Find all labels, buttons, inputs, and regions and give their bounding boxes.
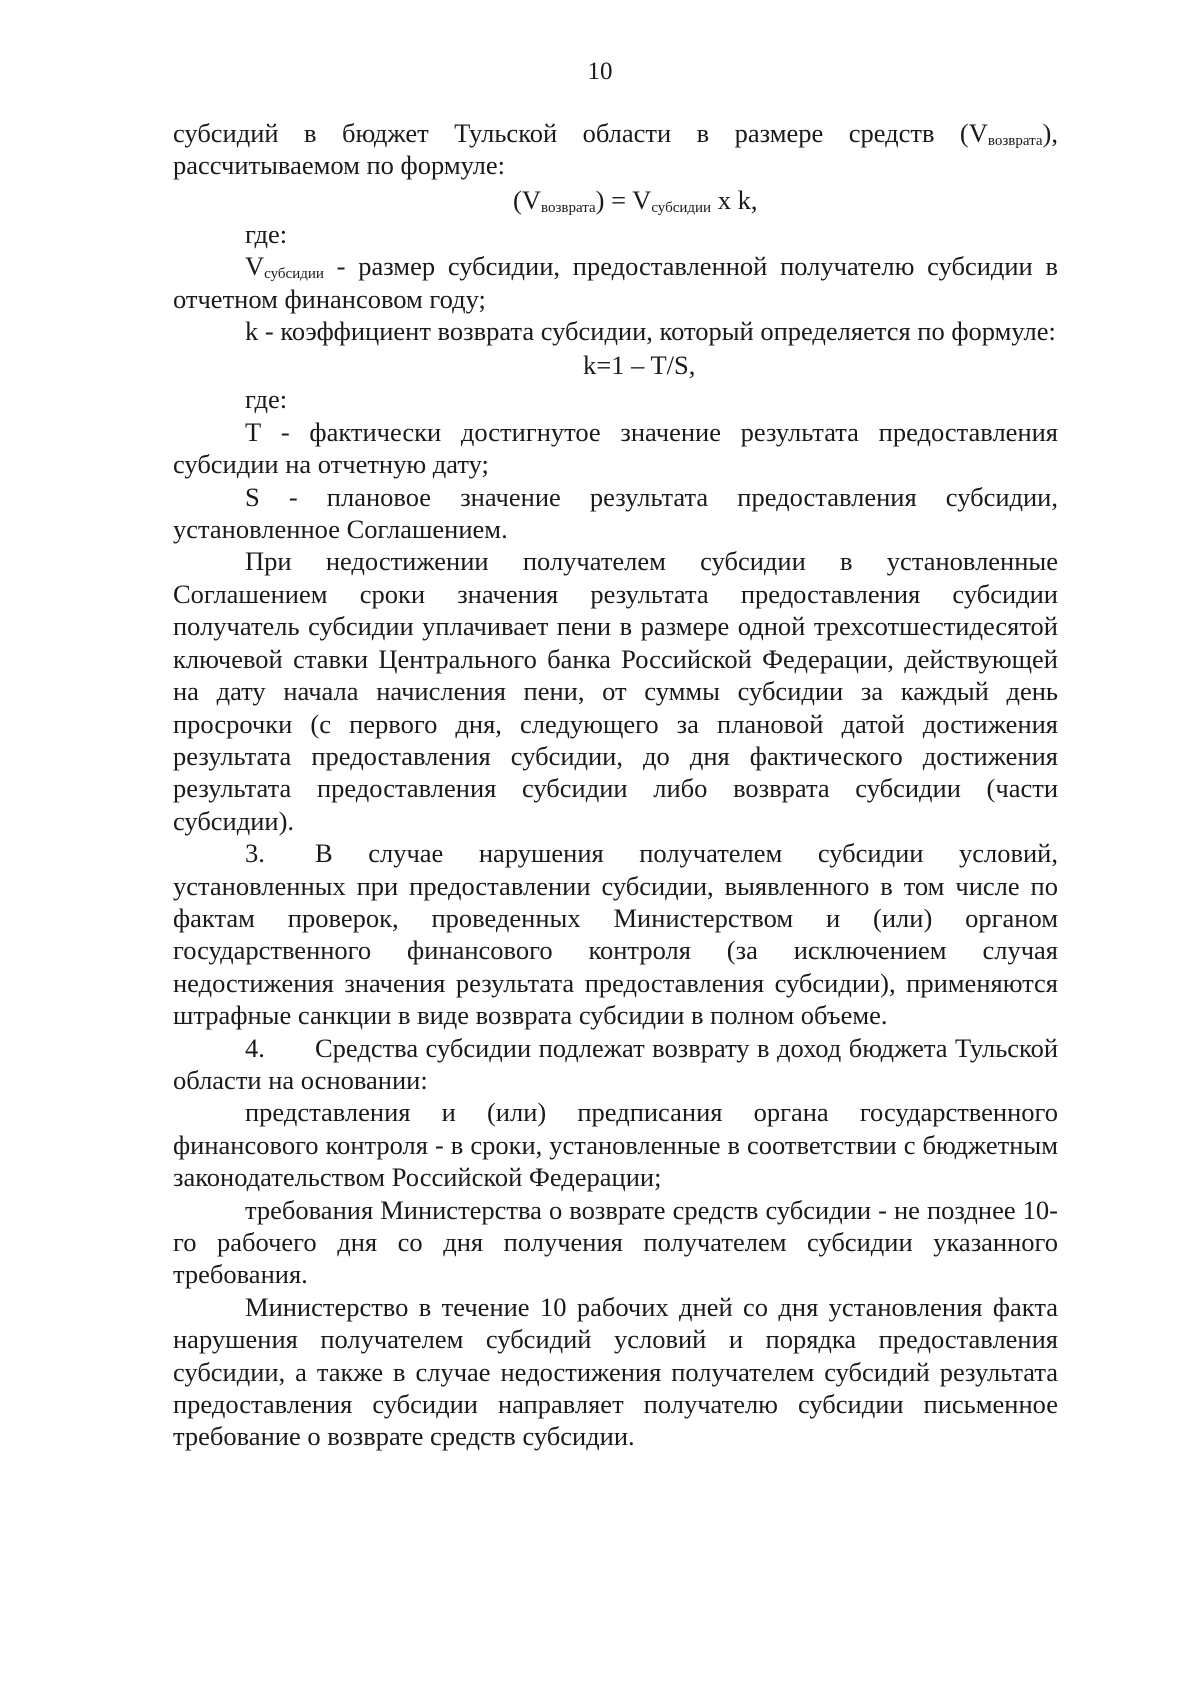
text-return-amount-end: ), <box>1042 118 1058 148</box>
list-text-4: Средства субсидии подлежат возврату в доход бюджета Тульской области на основании: <box>173 1032 1058 1095</box>
definition-s: S - плановое значение результата предоставления субсидии, установленное Соглашением. <box>173 481 1058 545</box>
where-label-2: где: <box>245 384 288 415</box>
paragraph-representation: представления и (или) предписания органа государственного финансового контроля - в сроки, установленные в соответствии с бюджетным законодательством Российской Федерации; <box>173 1097 1058 1193</box>
text-return-amount: субсидий в бюджет Тульской области в размере средств (V <box>173 118 988 148</box>
document-body <box>173 117 1058 1453</box>
where-label-1: где: <box>245 218 288 249</box>
subscript-return: возврата <box>987 133 1043 149</box>
formula1-end: x k, <box>711 184 758 215</box>
formula1-sub-subsidy: субсидии <box>651 199 712 216</box>
formula-k: k=1 – T/S, <box>583 350 696 381</box>
formula1-mid: ) = V <box>595 184 652 215</box>
list-number-3: 3. <box>245 838 265 869</box>
definition-v-subsidy <box>173 250 1058 315</box>
page-number: 10 <box>587 58 613 85</box>
formula1-open: (V <box>513 184 541 215</box>
v-definition-text: - размер субсидии, предоставленной получателю субсидии в отчетном финансовом году; <box>173 251 1058 314</box>
formula1-sub-return: возврата <box>540 199 596 216</box>
paragraph-return-amount <box>173 117 1058 149</box>
paragraph-requirement: требования Министерства о возврате средств субсидии - не позднее 10-го рабочего дня со дня получения получателем субсидии указанного требования. <box>173 1194 1058 1290</box>
paragraph-ministry-notice: Министерство в течение 10 рабочих дней со дня установления факта нарушения получателем субсидий условий и порядка предоставления субсидии, а также в случае недостижения получателем субсидий результата предоставления субсидии направляет получателю субсидии письменное требование о возврате средств субсидии. <box>173 1291 1058 1452</box>
list-item-3 <box>173 837 1058 1031</box>
definition-t: Т - фактически достигнутое значение результата предоставления субсидии на отчетную дату; <box>173 416 1058 480</box>
formula-return-volume <box>173 182 1058 218</box>
v-symbol: V <box>245 251 265 282</box>
list-number-4: 4. <box>245 1032 265 1063</box>
paragraph-penalty: При недостижении получателем субсидии в установленные Соглашением сроки значения результата предоставления субсидии получатель субсидии уплачивает пени в размере одной трехсотшестидесятой ключевой ставки Центрального банка Российской Федерации, действующей на дату начала начисления пени, от суммы субсидии за каждый день просрочки (с первого дня, следующего за плановой датой достижения результата предоставления субсидии, до дня фактического достижения результата предоставления субсидии либо возврата субсидии (части субсидии). <box>173 546 1058 836</box>
list-text-3: В случае нарушения получателем субсидии условий, установленных при предоставлении субсидии, выявленного в том числе по фактам проверок, проведенных Министерством и (или) органом государственного финансового контроля (за исключением случая недостижения значения результата предоставления субсидии), применяются штрафные санкции в виде возврата субсидии в полном объеме. <box>173 838 1058 1031</box>
paragraph-calculated-by-formula: рассчитываемом по формуле: <box>173 150 506 181</box>
definition-k-coefficient: k - коэффициент возврата субсидии, который определяется по формуле: <box>245 316 1056 347</box>
list-item-4 <box>173 1032 1058 1097</box>
v-subscript: субсидии <box>264 266 324 283</box>
